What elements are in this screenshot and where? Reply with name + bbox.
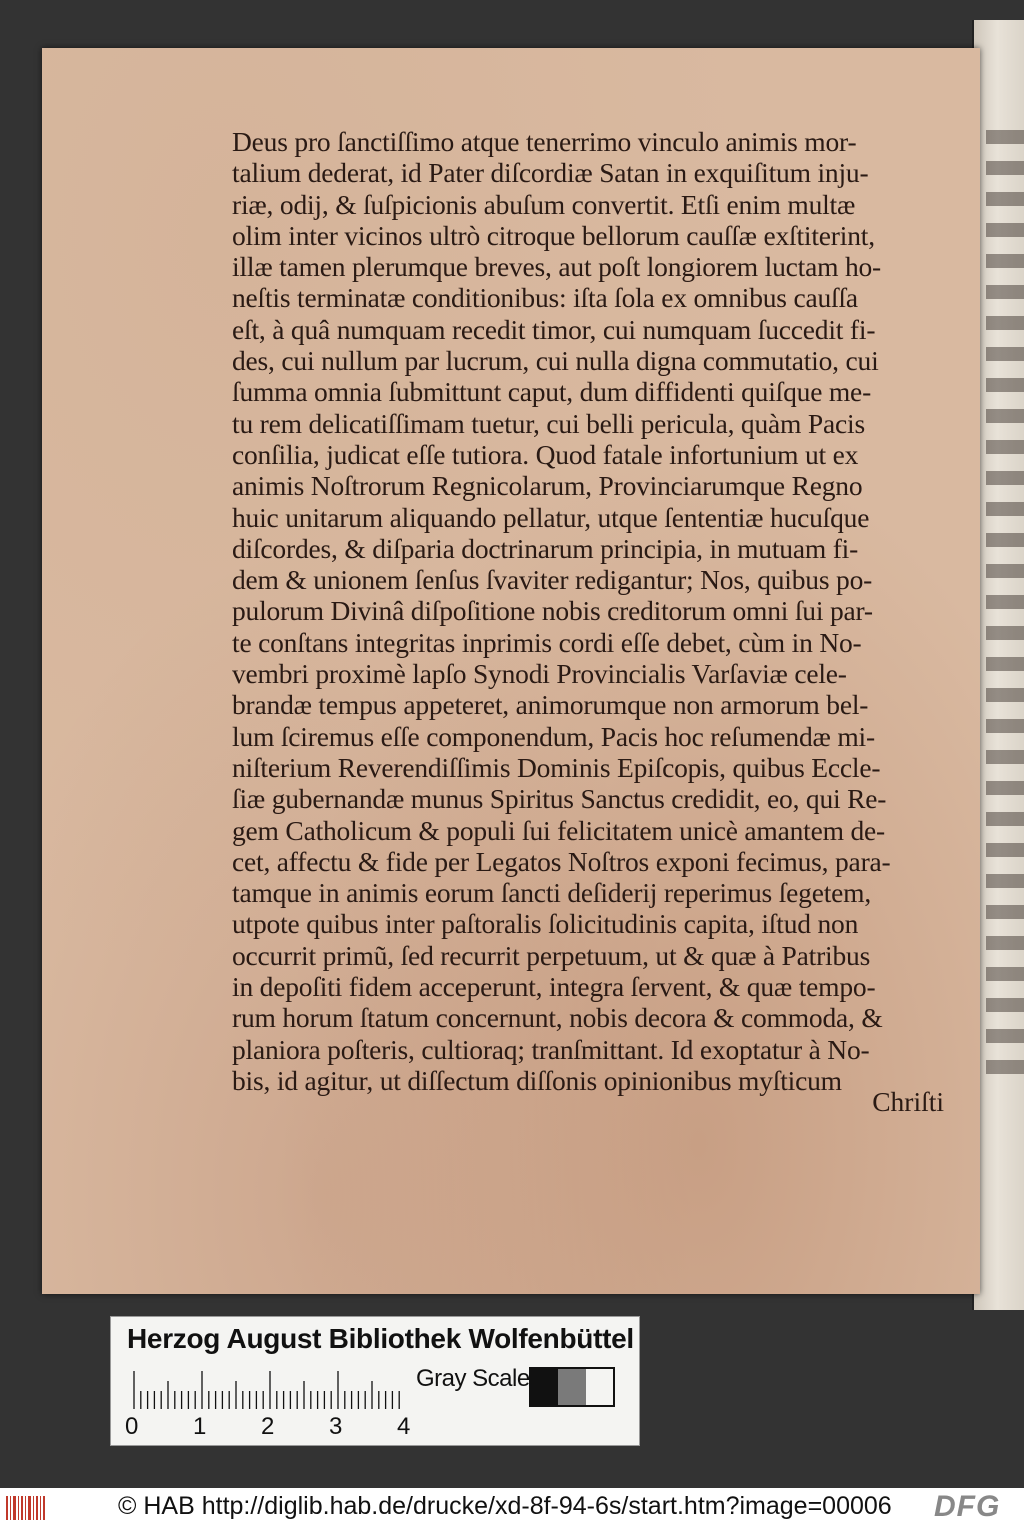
text-line: tamque in animis eorum ſancti deſiderij reperimus ſegetem,	[232, 877, 872, 909]
gray-swatch	[558, 1369, 585, 1405]
gray-scale-label: Gray Scale	[416, 1365, 530, 1392]
text-line: brandæ tempus appeteret, animorumque non armorum bel-	[232, 689, 869, 721]
gray-scale-swatches	[529, 1367, 615, 1407]
text-line: diſcordes, & diſparia doctrinarum principia, in mutuam fi-	[232, 532, 859, 564]
source-url: © HAB http://diglib.hab.de/drucke/xd-8f-94-6s/start.htm?image=00006	[118, 1492, 892, 1520]
text-line: planiora poſteris, cultioraq; tranſmittant. Id exoptatur à No-	[232, 1033, 870, 1065]
gray-swatch	[531, 1369, 558, 1405]
text-line: tu rem delicatiſſimam tuetur, cui belli pericula, quàm Pacis	[232, 407, 865, 439]
text-line: Deus pro ſanctiſſimo atque tenerrimo vinculo animis mor-	[232, 126, 857, 157]
text-line: ſiæ gubernandæ munus Spiritus Sanctus credidit, eo, qui Re-	[232, 783, 887, 815]
text-line: gem Catholicum & populi ſui felicitatem unicè amantem de-	[232, 814, 885, 846]
ruler-number: 2	[261, 1413, 275, 1440]
text-line: neſtis terminatæ conditionibus: iſta ſola ex omnibus cauſſa	[232, 282, 858, 314]
text-line: ſumma omnia ſubmittunt caput, dum diffidenti quiſque me-	[232, 376, 872, 408]
text-line: te conſtans integritas inprimis cordi eſſe debet, cùm in No-	[232, 626, 862, 658]
text-line: des, cui nullum par lucrum, cui nulla digna commutatio, cui	[232, 345, 879, 377]
ruler-number: 4	[397, 1413, 411, 1440]
library-title: Herzog August Bibliothek Wolfenbüttel	[127, 1323, 634, 1354]
ruler-number: 0	[125, 1413, 139, 1440]
text-line: lum ſciremus eſſe componendum, Pacis hoc reſumendæ mi-	[232, 720, 875, 752]
text-line: talium dederat, id Pater diſcordiæ Satan in exquiſitum inju-	[232, 157, 869, 189]
page-text-block	[232, 126, 982, 1096]
text-line: illæ tamen plerumque breves, aut poſt longiorem luctam ho-	[232, 251, 882, 283]
ruler-number: 1	[193, 1413, 207, 1440]
book-page	[42, 48, 980, 1294]
text-line: in depoſiti fidem acceperunt, integra ſervent, & quæ tempo-	[232, 971, 876, 1003]
footer-bar	[0, 1488, 1024, 1527]
text-line: utpote quibus inter paſtoralis ſolicitudinis capita, iſtud non	[232, 908, 859, 940]
text-line: riæ, odij, & ſuſpicionis abuſum convertit. Etſi enim multæ	[232, 188, 856, 220]
barcode-icon	[6, 1494, 46, 1522]
adjacent-page-text-ghost	[986, 130, 1024, 1090]
ruler-number: 3	[329, 1413, 343, 1440]
gray-swatch	[586, 1369, 613, 1405]
text-line: pulorum Divinâ diſpoſitione nobis creditorum omni ſui par-	[232, 595, 873, 627]
text-line: occurrit primũ, ſed recurrit perpetuum, ut & quæ à Patribus	[232, 939, 871, 971]
text-line: vembri proximè lapſo Synodi Provincialis Varſaviæ cele-	[232, 658, 847, 690]
text-line: conſilia, judicat eſſe tutiora. Quod fatale infortunium ut ex	[232, 438, 859, 470]
dfg-logo: DFG	[934, 1490, 1001, 1523]
ruler-numbers	[123, 1413, 411, 1440]
centimeter-ruler	[133, 1369, 403, 1409]
text-line: huic unitarum aliquando pellatur, utque ſententiæ hucuſque	[232, 501, 870, 533]
text-line: rum horum ſtatum concernunt, nobis decora & commoda, &	[232, 1002, 883, 1034]
text-line: animis Noſtrorum Regnicolarum, Provinciarumque Regno	[232, 470, 863, 502]
text-line: olim inter vicinos ultrò citroque bellorum cauſſæ exſtiterint,	[232, 219, 875, 251]
text-line: bis, id agitur, ut diſſectum diſſonis opinionibus myſticum	[232, 1064, 842, 1096]
text-line: cet, affectu & fide per Legatos Noſtros exponi fecimus, para-	[232, 845, 891, 877]
color-scale-card	[110, 1316, 640, 1446]
text-line: eſt, à quâ numquam recedit timor, cui numquam ſuccedit fi-	[232, 313, 876, 345]
catchword: Chriſti	[872, 1086, 944, 1117]
text-line: dem & unionem ſenſus ſvaviter redigantur; Nos, quibus po-	[232, 564, 873, 596]
text-line: niſterium Reverendiſſimis Dominis Epiſcopis, quibus Eccle-	[232, 751, 881, 783]
